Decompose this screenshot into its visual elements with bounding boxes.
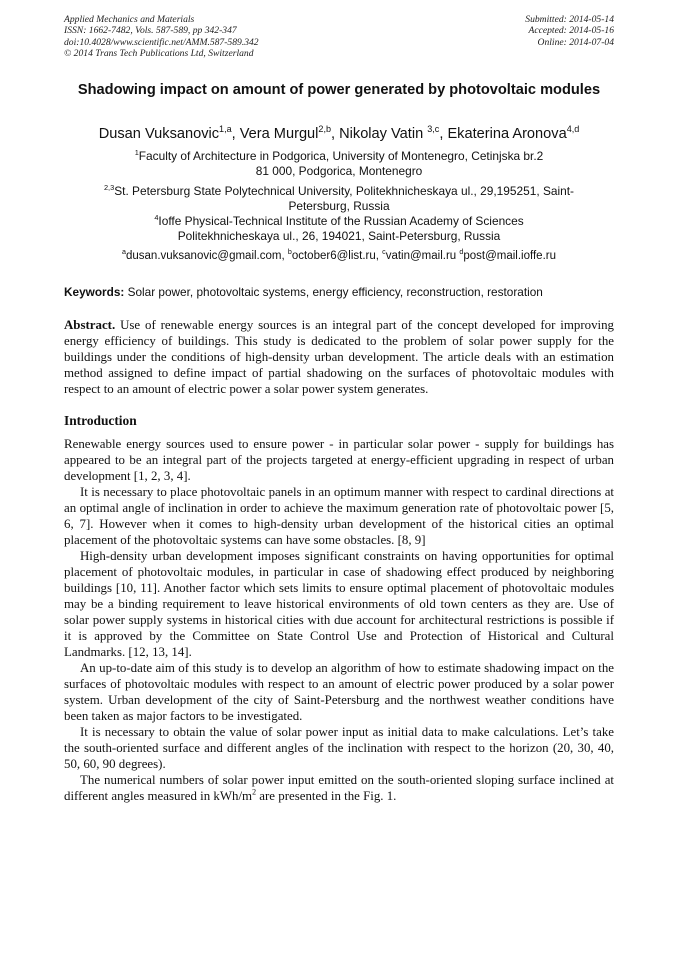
submission-dates [525, 14, 614, 48]
issn-line: ISSN: 1662-7482, Vols. 587-589, pp 342-347 [64, 25, 237, 37]
email-link[interactable]: post@mail.ioffe.ru [463, 250, 556, 262]
paragraph: An up-to-date aim of this study is to develop an algorithm of how to estimate shadowing impact on the surfaces of photovoltaic modules with respect to an amount of electric power produced by a solar power system. Urban development of the city of Saint-Petersburg and the northwest weather conditions have been taken as major factors to be investigated. [64, 661, 614, 723]
paragraph: It is necessary to place photovoltaic panels in an optimum manner with respect to cardinal directions at an optimal angle of inclination in order to achieve the maximum generation rate of photovoltaic power [5, 6, 7]. However when it comes to high-density urban development of the historical cities an optimal placement of the photovoltaic systems can have some obstacles. [8, 9] [64, 485, 614, 547]
keywords [64, 285, 614, 300]
abstract-label: Abstract. [64, 318, 116, 332]
author-name: Vera Murgul [239, 126, 319, 142]
unit-superscript: 2 [252, 787, 257, 797]
paper-title: Shadowing impact on amount of power generated by photovoltaic modules [77, 82, 601, 98]
paragraph-text: The numerical numbers of solar power input emitted on the south-oriented sloping surface inclined at different angles measured in kWh/m [64, 773, 614, 803]
affiliation-2-3 [64, 184, 614, 215]
paragraph: Renewable energy sources used to ensure power - in particular solar power - supply for buildings has appeared to be an integral part of the projects targeted at energy-efficient upgrading in respect of urban development [1, 2, 3, 4]. [64, 437, 614, 483]
email-mark: c [382, 248, 386, 257]
affiliation-line: Petersburg, Russia [288, 199, 390, 214]
submitted-date: Submitted: 2014-05-14 [525, 14, 614, 25]
abstract [64, 317, 614, 397]
author-affiliation-mark: 3,c [427, 124, 440, 135]
copyright-line: © 2014 Trans Tech Publications Ltd, Switzerland [64, 48, 254, 60]
paragraph [64, 772, 614, 804]
paragraph: High-density urban development imposes significant constraints on having opportunities for optimal placement of photovoltaic modules, in particular in case of shadowing effect produced by neighboring buildings [10, 11]. Another factor which sets limits to ensure optimal placement of photovoltaic modules may be a binding requirement to leave historical environments of old town centers as they are. Use of solar power supply systems in historical cities with due account for architectural restrictions is possible if it is approved by the Committee on State Control Use and Protection of Historical and Cultural Landmarks. [12, 13, 14]. [64, 549, 614, 659]
author-list [64, 125, 614, 143]
author-name: Ekaterina Aronova [447, 126, 567, 142]
author-emails [64, 249, 614, 264]
affiliation-4 [64, 214, 614, 245]
keywords-label: Keywords: [64, 285, 125, 299]
paragraph-text: are presented in the Fig. 1. [256, 789, 397, 803]
author-separator: , [439, 126, 448, 142]
affiliation-line: St. Petersburg State Polytechnical University, Politekhnicheskaya ul., 29,195251, Saint- [114, 184, 575, 198]
affiliation-mark: 4 [154, 213, 159, 223]
affiliation-1 [64, 149, 614, 180]
affiliation-line: Faculty of Architecture in Podgorica, University of Montenegro, Cetinjska br.2 [138, 149, 544, 163]
email-link[interactable]: dusan.vuksanovic@gmail.com, [125, 250, 288, 262]
affiliation-line: 81 000, Podgorica, Montenegro [255, 164, 423, 179]
online-date: Online: 2014-07-04 [537, 36, 614, 48]
introduction-body [64, 436, 614, 804]
journal-info [64, 14, 259, 60]
doi-line: doi:10.4028/www.scientific.net/AMM.587-589.342 [64, 36, 259, 48]
accepted-date: Accepted: 2014-05-16 [528, 25, 614, 37]
email-mark: d [459, 248, 464, 257]
email-link[interactable]: october6@list.ru, [291, 250, 383, 262]
affiliation-mark: 1 [134, 148, 139, 158]
author-name: Nikolay Vatin [339, 126, 428, 142]
affiliation-line: Politekhnicheskaya ul., 26, 194021, Saint-Petersburg, Russia [177, 229, 501, 244]
author-affiliation-mark: 1,a [219, 124, 232, 135]
email-mark: a [122, 248, 126, 257]
keywords-text: Solar power, photovoltaic systems, energy efficiency, reconstruction, restoration [124, 285, 543, 299]
email-link[interactable]: vatin@mail.ru [385, 250, 460, 262]
paragraph: It is necessary to obtain the value of solar power input as initial data to make calculations. Let’s take the south-oriented surface and different angles of the inclination with respect to the horizon (20, 30, 40, 50, 60, 90 degrees). [64, 725, 614, 771]
affiliation-line: Ioffe Physical-Technical Institute of the Russian Academy of Sciences [158, 214, 524, 228]
author-affiliation-mark: 2,b [318, 124, 331, 135]
journal-name: Applied Mechanics and Materials [64, 14, 195, 25]
abstract-text: Use of renewable energy sources is an integral part of the concept developed for improving energy efficiency of buildings. This study is dedicated to the problem of solar power supply for the buildings under the conditions of high-density urban development. The article deals with an estimation method assigned to define impact of partial shadowing on the surfaces of photovoltaic modules with respect to an amount of electric power a solar power system generates. [64, 318, 614, 396]
author-affiliation-mark: 4,d [566, 124, 580, 135]
section-heading-introduction: Introduction [64, 413, 137, 428]
author-name: Dusan Vuksanovic [98, 126, 220, 142]
email-mark: b [287, 248, 292, 257]
author-separator: , [331, 126, 340, 142]
author-separator: , [231, 126, 240, 142]
affiliation-mark: 2,3 [103, 183, 115, 193]
